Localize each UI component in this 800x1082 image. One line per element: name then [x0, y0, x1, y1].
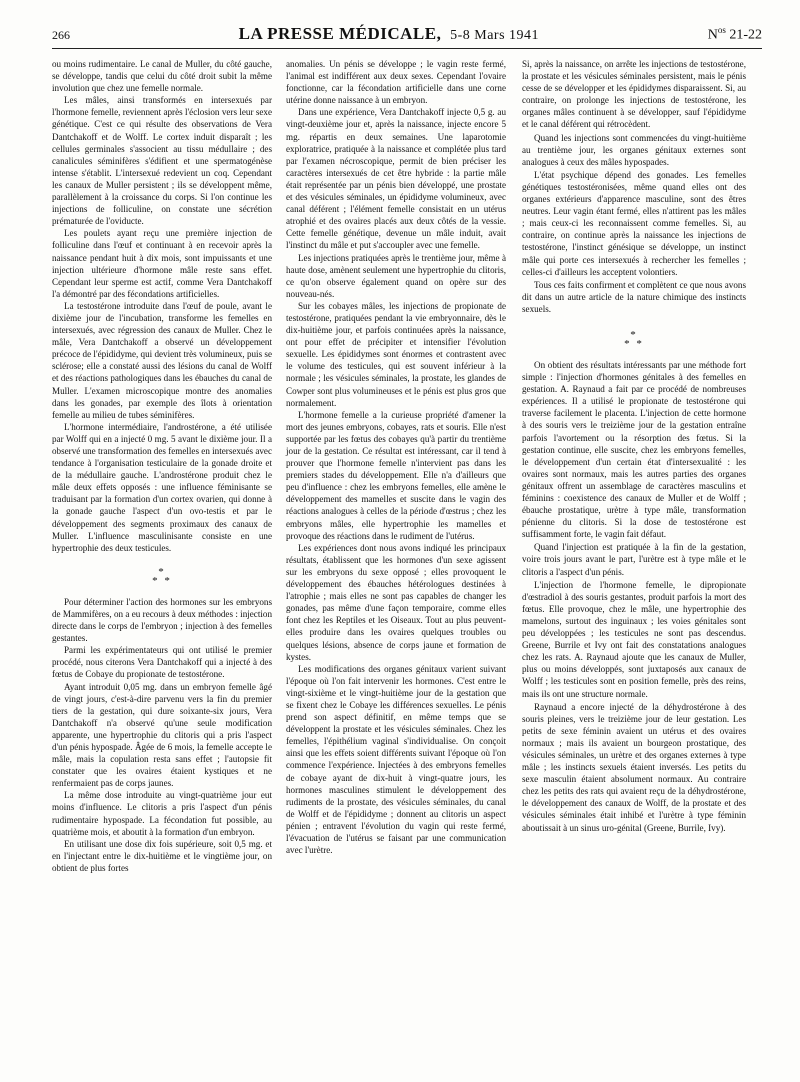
paragraph: En utilisant une dose dix fois supérieure, soit 0,5 mg. et en l'injectant entre le dix-huitième et le vingtième jour, on obtient de plus fortes [52, 838, 272, 873]
journal-name: LA PRESSE MÉDICALE, [238, 24, 442, 43]
paragraph: La même dose introduite au vingt-quatrième jour eut moins d'influence. Le clitoris a pris l'aspect d'un pénis rudimentaire hypospade. La fécondation fut possible, au quatrième mois, et aboutit à la formation d'un embryon. [52, 790, 272, 837]
column-2 [286, 58, 506, 856]
paragraph: Les expériences dont nous avons indiqué les principaux résultats, établissent que les hormones d'un sexe agissent sur les embryons du sexe opposé ; elles provoquent le développement des ébauches hétérologues destinées à l'atrophie ; mais elles ne sont pas capables de changer les gonades, pas même d'une façon temporaire, comme elles font chez les Reptiles et les Oiseaux. Tout au plus peuvent-elles produire dans les ovaires quelques troubles ou quelques lésions, absence de corps jaune et formation de kystes. [286, 542, 506, 662]
separator-star: * [152, 574, 160, 587]
paragraph: L'hormone femelle a la curieuse propriété d'amener la mort des jeunes embryons, cobayes, rats et souris. Elle n'est supportée par les fœtus des cobayes qu'à partir du trentième jour de la gestation. Ce résultat est intéressant, car il tend à prouver que l'hormone femelle n'intervient pas dans les premiers stades du développement. Elle n'a d'ailleurs que peu d'influence : chez les embryons femelles, elle amène le développement des mamelles et suscite dans le vagin des réactions analogues à celles de la période d'œstrus ; chez les embryons mâles, elle hypertrophie les mamelles et provoque des réactions dans le rudiment de l'utérus. [286, 409, 506, 541]
section-separator [522, 328, 746, 350]
paragraph: L'hormone intermédiaire, l'androstérone, a été utilisée par Wolff qui en a injecté 0 mg. 5 avant le dixième jour. Il a observé une transformation des femelles en intersexués avec tendance à l'organisation testiculaire de la gonade droite et de la médullaire gauche. L'androstérone produit chez le mâle deux effets opposés : une influence féminisante se traduisant par la formation d'un cortex ovarien, qui donne à la gonade gauche l'aspect d'un ovo-testis et par le développement des segments proximaux des canaux de Muller. L'influence masculinisante consiste en une hypertrophie des deux testicules. [52, 421, 272, 553]
paragraph: Les modifications des organes génitaux varient suivant l'époque où l'on fait intervenir les hormones. C'est entre le vingt-sixième et le vingt-huitième jour de la gestation que se fixent chez le Cobaye les différences sexuelles. Le pénis prend son aspect définitif, en même temps que se développent la prostate et les vésicules séminales. Chez les femelles, l'épithélium vaginal s'individualise. On conçoit ainsi que les effets soient différents suivant l'époque où l'on commence l'expérience. Injectées à des embryons femelles de cobaye ayant de dix-huit à vingt-quatre jours, les hormones masculines stimulent le développement des rudiments de la prostate, des vésicules séminales, du canal de Wolff et de l'épididyme ; donnent au clitoris un aspect pénien ; entravent l'évolution du vagin qui reste fermé, l'évacuation de l'utérus se faisant par une communication avec l'urètre. [286, 663, 506, 856]
page-header [52, 24, 762, 49]
paragraph: Les poulets ayant reçu une première injection de folliculine dans l'œuf et continuant à en recevoir après la naissance pendant huit à dix mois, sont impuissants et une injection ultérieure d'hormone mâle reste sans effet. Cependant leur sperme est actif, comme Vera Dantchakoff l'a démontré par des fécondations artificielles. [52, 228, 272, 299]
paragraph: Les mâles, ainsi transformés en intersexués par l'hormone femelle, reviennent après l'éclosion vers leur sexe génétique. C'est ce qui résulte des observations de Vera Dantchakoff et de Wolff. Le cortex induit disparaît ; les cellules germinales s'associent au tissu médullaire ; des canalicules séminifères s'édifient et une spermatogénèse intense s'établit. L'intersexué redevient un coq. Cependant les canaux de Muller persistent ; ils se développent même, parallèlement à la croissance du corps. Si l'on continue les injections de folliculine, on constate une sécrétion prématurée de l'oviducte. [52, 95, 272, 227]
paragraph: Quand les injections sont commencées du vingt-huitième au trentième jour, les organes génitaux externes sont analogues à ceux des mâles hypospades. [522, 132, 746, 167]
journal-title [239, 24, 539, 44]
paragraph: On obtient des résultats intéressants par une méthode fort simple : l'injection d'hormones génitales à des femelles en gestation. A. Raynaud a fait par ce procédé de nombreuses expériences. Il a utilisé le propionate de testostérone qui traverse facilement le placenta. L'injection de cette hormone à des souris vers le treizième jour de la gestation entraîne parfois l'avortement ou la résorption des fœtus. Si la gestation continue, elle suscite, chez les embryons femelles, le développement d'un certain état d'intersexualité : les ovaires sont normaux, mais les autres parties des organes génitaux offrent un assemblage de caractères masculins et féminins : coexistence des canaux de Muller et de Wolff ; ébauche prostatique, urètre à type mâle, transformation pénienne du clitoris. Si la dose de testostérone est suffisamment forte, le vagin fait défaut. [522, 359, 746, 540]
paragraph: Sur les cobayes mâles, les injections de propionate de testostérone, pratiquées pendant la vie embryonnaire, dès le dix-huitième jour, et parfois continuées après la naissance, ont pour effet de précipiter et intensifier l'évolution sexuelle. Les épididymes sont énormes et contrastent avec le volume des testicules, qui est souvent inférieur à la normale ; les vésicules séminales, la prostate, les glandes de Cowper sont plus volumineuses et le pénis est plus gros que normalement. [286, 300, 506, 408]
paragraph: Raynaud a encore injecté de la déhydrostérone à des souris pleines, vers le treizième jour de leur gestation. Les petits de sexe féminin avaient un utérus et des ovaires normaux ; mais ils avaient un bourgeon prostatique, des vésicules séminales, un urètre et des organes externes à type mâle ; les instincts sexuels étaient inversés. Les petits du sexe masculin étaient absolument normaux. Au contraire chez les petits des rats qui avaient reçu de la déhydrostérone, le développement des canaux de Wolff, de la prostate et des vésicules séminales était inhibé et l'urètre à type féminin aboutissait à un sinus uro-génital (Greene, Burrile, Ivy). [522, 701, 746, 833]
paragraph: La testostérone introduite dans l'œuf de poule, avant le dixième jour de l'incubation, transforme les femelles en intersexués, avec régression des canaux de Muller. Chez le mâle, Vera Dantchakoff a observé un développement précoce de l'épididyme, qui devient très volumineux, puis se sclérose; elle a constaté aussi des lésions du canal de Wolff et des réactions pathologiques dans les ébauches du canal de Muller. L'examen microscopique montre des anomalies dans les gonades, par exemple des îlots à orientation femelle au milieu de tubes séminifères. [52, 300, 272, 420]
separator-star: * [636, 337, 644, 350]
paragraph: Les injections pratiquées après le trentième jour, même à haute dose, amènent seulement une hypertrophie du clitoris, ce qu'on observe également quand on opère sur des nouveau-nés. [286, 252, 506, 299]
separator-star: * [624, 337, 632, 350]
issue-sup: os [717, 25, 726, 36]
separator-stars-row [52, 574, 272, 587]
paragraph: L'injection de l'hormone femelle, le dipropionate d'œstradiol à des souris gestantes, produit parfois la mort des fœtus. Elle provoque, chez le mâle, une hypertrophie des mamelons, surtout des inguinaux ; les voies génitales sont peu développées ; les testicules ne sont pas descendus. Greene, Burrile et Ivy ont fait des constatations analogues chez les rats. A. Raynaud ajoute que les canaux de Muller, plus ou moins développés, sont juxtaposés aux canaux de Wolff ; les testicules sont en position femelle, près des reins, mais ils ont une structure normale. [522, 579, 746, 699]
issue-numbers: 21-22 [729, 28, 762, 43]
paragraph: L'état psychique dépend des gonades. Les femelles génétiques testostéronisées, même quand elles ont des organes extérieurs d'apparence masculine, sont des êtres neutres. Leur vagin étant fermé, elles n'attirent pas les mâles ; mais ceux-ci les reconnaissent comme femelles. Si, au contraire, on continue après la naissance les injections de testostérone, l'instinct génésique se développe, un instinct mâle qui porte ces intersexués à rechercher les femelles ; celles-ci d'ailleurs les acceptent volontiers. [522, 169, 746, 277]
issue-number [708, 25, 762, 44]
separator-star: * [158, 565, 166, 578]
paragraph: anomalies. Un pénis se développe ; le vagin reste fermé, l'animal est indifférent aux deux sexes. Cependant l'ovaire fonctionne, car la fécondation artificielle dans une corne utérine donne naissance à un embryon. [286, 59, 506, 106]
separator-star: * [164, 574, 172, 587]
separator-stars-row [522, 337, 746, 350]
column-1 [52, 58, 272, 874]
column-3 [522, 58, 746, 835]
section-separator [52, 565, 272, 587]
paragraph: Tous ces faits confirment et complètent ce que nous avons dit dans un autre article de la nature chimique des instincts sexuels. [522, 279, 746, 314]
paragraph: Dans une expérience, Vera Dantchakoff injecte 0,5 g. au vingt-deuxième jour et, après la naissance, injecte encore 5 mg. répartis en deux semaines. Une laparotomie exploratrice, pratiquée à la naissance et complétée plus tard par l'examen nécroscopique, permit de bien préciser les caractères intersexués de cet être hybride : la partie mâle était représentée par un pénis bien développé, une prostate et des vésicules séminales, un épididyme volumineux, avec canal déférent ; l'élément femelle consistait en un utérus atrophié et des ovaires placés aux deux côtés de la vessie. Cette femelle génétique, devenue un mâle induit, avait l'instinct du mâle et put s'accoupler avec une femelle. [286, 107, 506, 251]
issue-date: 5-8 Mars 1941 [450, 28, 540, 43]
paragraph: Quand l'injection est pratiquée à la fin de la gestation, voire trois jours avant le part, l'urètre est à type mâle et le clitoris a l'aspect d'un pénis. [522, 542, 746, 577]
paragraph: Ayant introduit 0,05 mg. dans un embryon femelle âgé de vingt jours, c'est-à-dire parvenu vers la fin du premier tiers de la gestation, qui dure soixante-six jours, Vera Dantchakoff n'a observé qu'une seule modification apparente, une hypertrophie du clitoris qui a pris l'aspect d'un pénis hypospade. Âgée de 6 mois, la femelle accepte le mâle, mais la copulation resta sans effet ; l'autopsie fit constater que les ovaires étaient kystiques et ne renfermaient pas de corps jaunes. [52, 681, 272, 789]
separator-star: * [630, 328, 638, 341]
paragraph: Pour déterminer l'action des hormones sur les embryons de Mammifères, on a eu recours à deux méthodes : injection directe dans le corps de l'embryon ; injection à des femelles gestantes. [52, 596, 272, 644]
issue-prefix: N [707, 28, 718, 43]
page-number: 266 [52, 28, 70, 42]
paragraph: Si, après la naissance, on arrête les injections de testostérone, la prostate et les vésicules séminales persistent, mais le pénis cesse de se développer et les épididymes disparaissent. Si, au contraire, on prolonge les injections de testostérone, les organes mâles continuent à se développer, sauf l'épididyme et le canal déférent qui rétrocèdent. [522, 59, 746, 130]
paragraph: ou moins rudimentaire. Le canal de Muller, du côté gauche, se développe, tandis que celui du côté droit subit la même involution que chez une femelle normale. [52, 59, 272, 94]
paragraph: Parmi les expérimentateurs qui ont utilisé le premier procédé, nous citerons Vera Dantchakoff qui a injecté à des fœtus de Cobaye du propionate de testostérone. [52, 645, 272, 680]
